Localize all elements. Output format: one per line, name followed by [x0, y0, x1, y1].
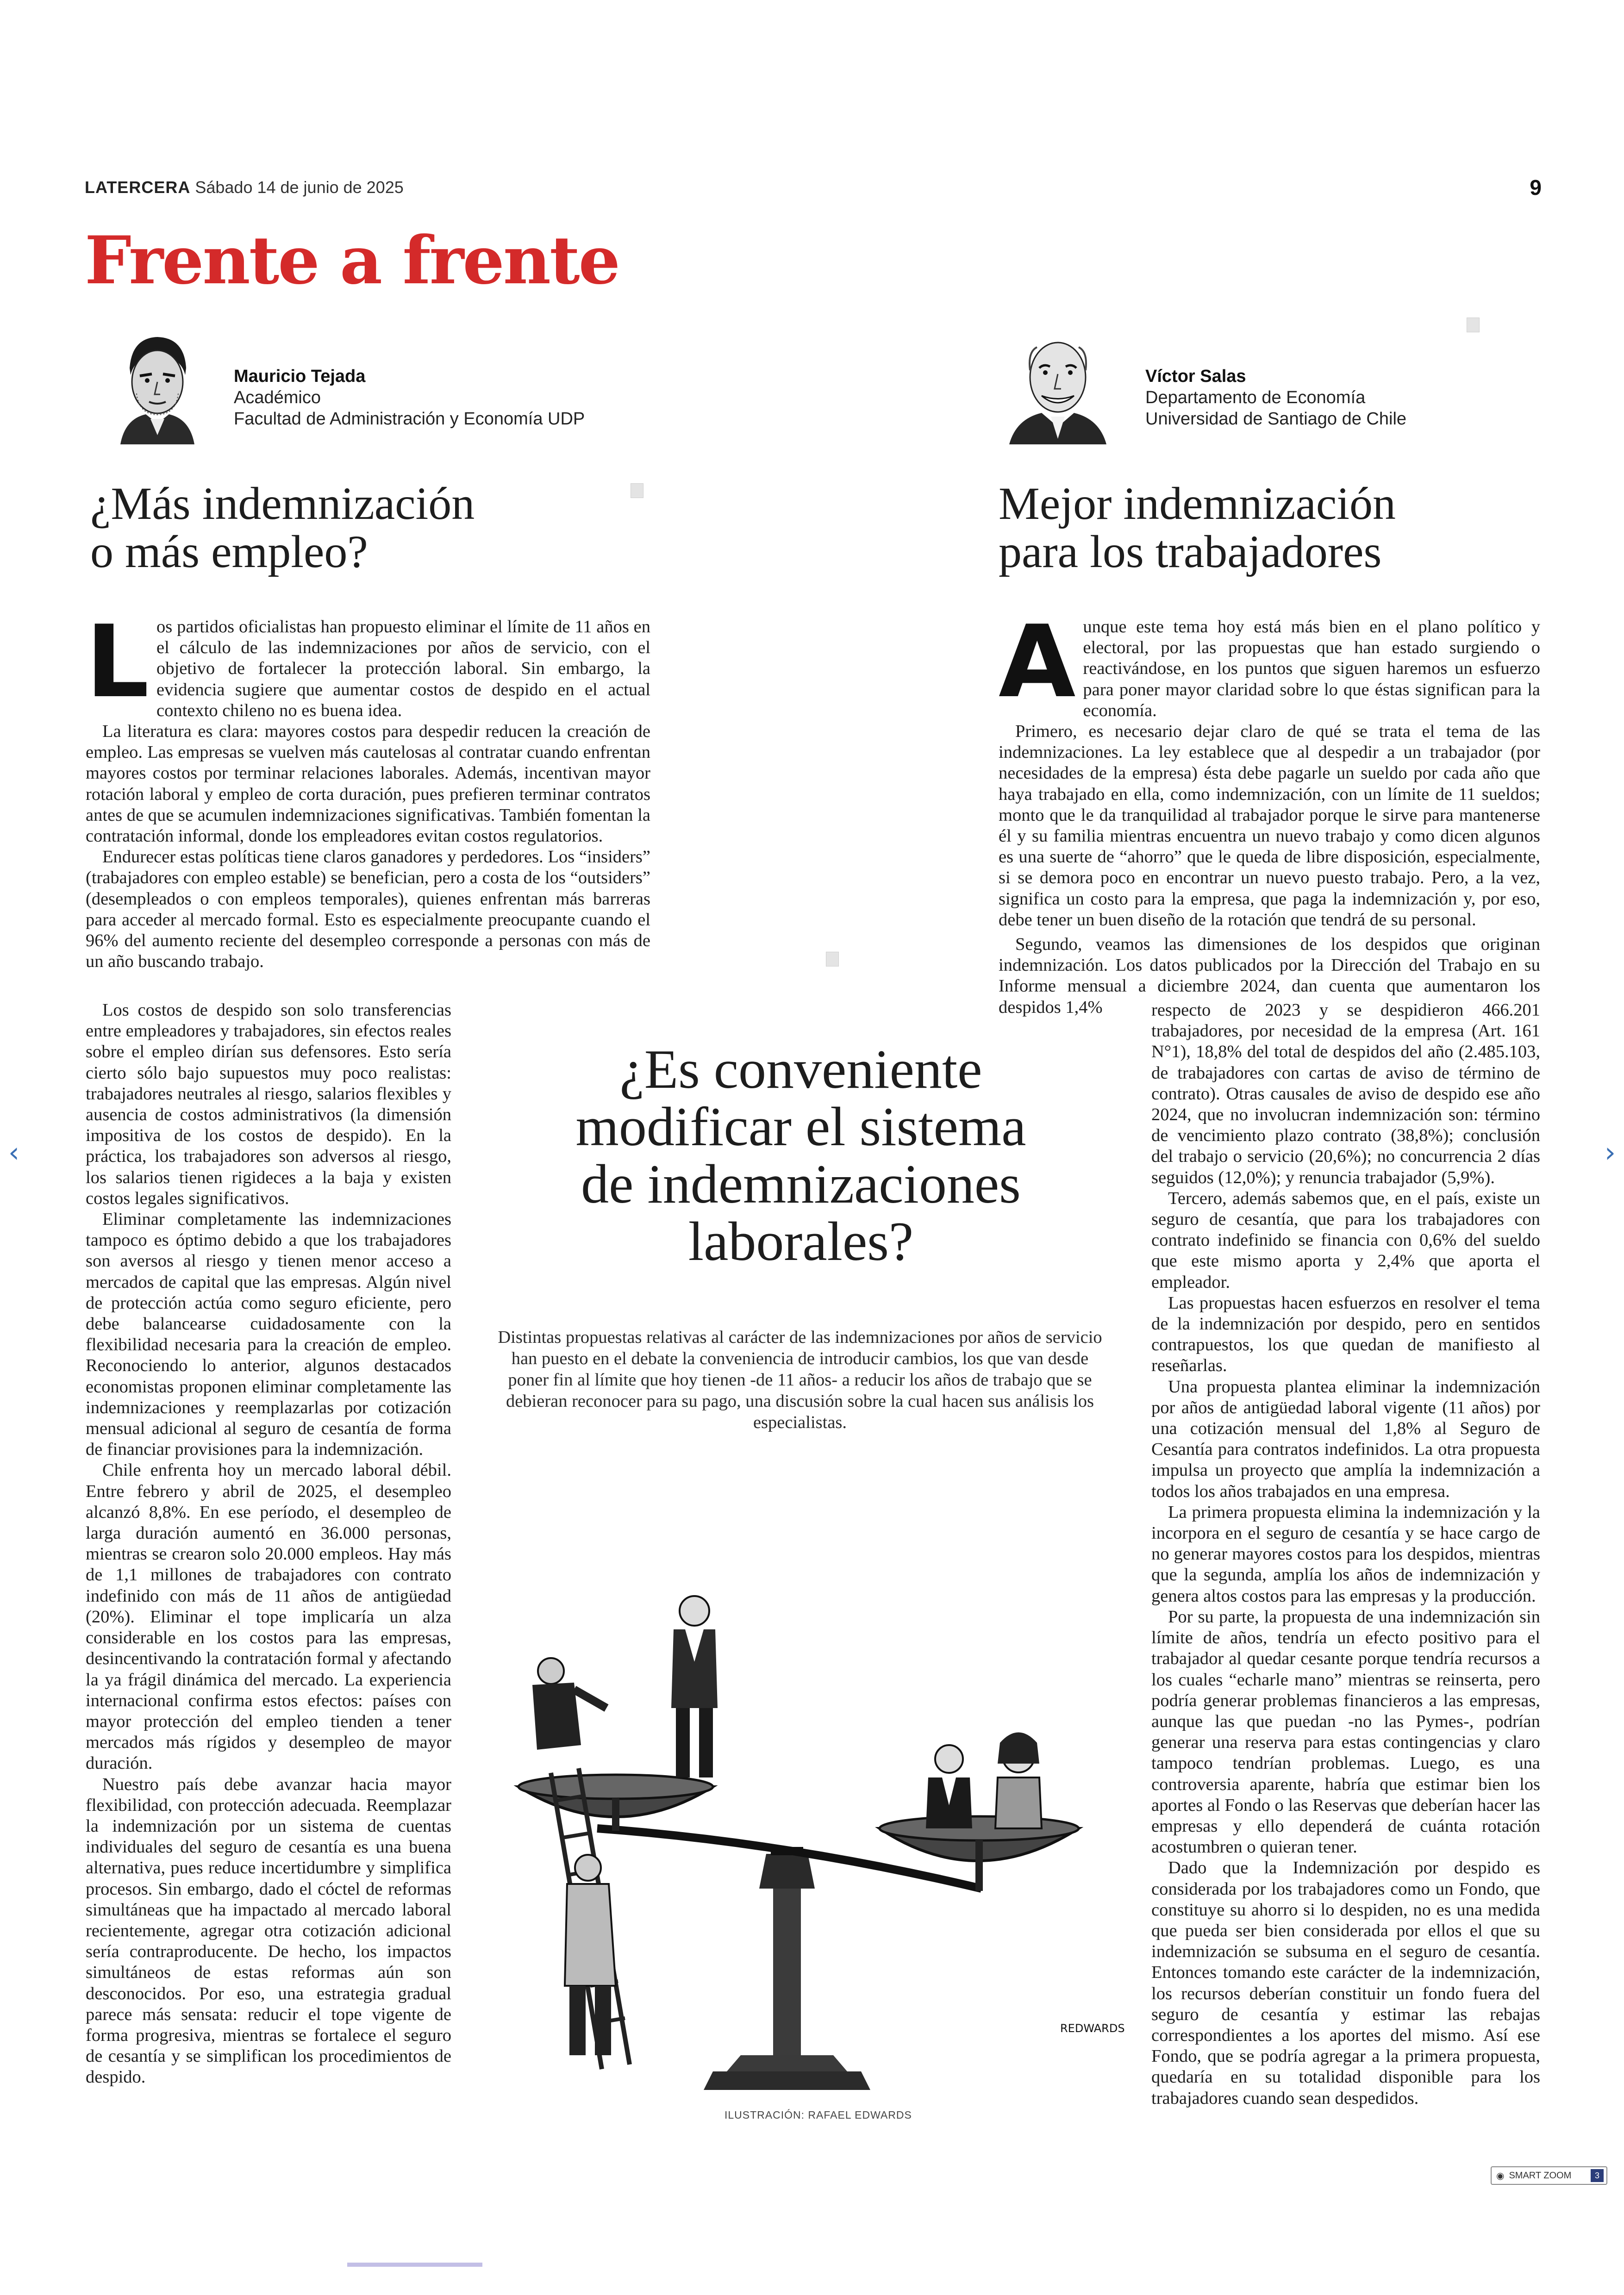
newspaper-brand: LATERCERA [85, 178, 191, 197]
right-article-lead-in [999, 934, 1540, 1017]
question-line: laborales? [688, 1210, 914, 1272]
right-article-column [1151, 1000, 1540, 2109]
right-paragraph: Dado que la Indemnización por despido es considerada por los trabajadores como un Fondo, que constituye su ahorro si lo despiden, no es una medida que pueda ser bien considerada por ellos el que su indemnización se subsuma en el seguro de cesantía. Entonces tomando este carácter de la indemnización, los recursos deberían constituir un fondo fuera del seguro de cesantía y estimar las rebajas correspondientes a los aportes del mismo. Así ese Fondo, que se podría agregar a la primera propuesta, quedaría en su totalidad disponible para los trabajadores cuando sean despedidos. [1151, 1858, 1540, 2108]
left-paragraph: Eliminar completamente las indemnizaciones tampoco es óptimo debido a que los trabajadores son aversos al riesgo y tienen menor acceso a mercados de capital que las empresas. Algún nivel de protección actúa como seguro eficiente, pero debe balancearse cuidadosamente con la flexibilidad necesaria para la creación de empleo. Reconociendo lo anterior, algunos destacados economistas proponen eliminar completamente las indemnizaciones y reemplazarlas por cotización mensual adicional al seguro de cesantía de forma de financiar provisiones para la indemnización. [86, 1210, 451, 1459]
author-name-right: Víctor Salas [1145, 367, 1246, 386]
chevron-left-icon: ‹ [8, 1136, 19, 1169]
next-page-button[interactable] [1605, 1136, 1616, 1169]
eye-icon: ◉ [1496, 2170, 1505, 2181]
page-progress-bar[interactable] [347, 2263, 482, 2267]
page-header [85, 178, 404, 197]
left-paragraph: La literatura es clara: mayores costos para despedir reducen la creación de empleo. Las empresas se vuelven más cautelosas al contratar cuando enfrentan mayores costos por terminar relaciones laborales. Además, incentivan mayor rotación laboral y empleo de corta duración, pues prefieren terminar contratos antes de que se acumulen indemnizaciones significativas. También fomentan la contratación informal, donde los empleadores evitan costos regulatorios. [86, 722, 650, 846]
right-paragraph: respecto de 2023 y se despidieron 466.201 trabajadores, por necesidad de la empresa (Art. 161 N°1), 18,8% del total de despidos del año (2.485.103, de trabajadores con cartas de aviso de término de contrato). Otras causales de aviso de despido ese año 2024, que no involucran indemnización son: término de vencimiento plazo contrato (38,8%); conclusión del trabajo o servicio (20,6%); no concurrencia 2 días seguidos (12,0%); y renuncia trabajador (5,9%). [1151, 1000, 1540, 1187]
right-paragraph: Una propuesta plantea eliminar la indemnización por años de antigüedad laboral vigente (11 años) por una cotización mensual del 1,8% al Seguro de Cesantía para contratos indefinidos. La otra propuesta impulsa un proyecto que amplía la indemnización a todos los años trabajados en una empresa. [1151, 1377, 1540, 1501]
center-question [537, 1038, 1065, 1272]
left-paragraph: os partidos oficialistas han propuesto eliminar el límite de 11 años en el cálculo de las indemnizaciones por años de servicio, con el objetivo de fortalecer la protección laboral. Sin embargo, la evidencia sugiere que aumentar costos de despido en el actual contexto chileno no es buena idea. [156, 617, 650, 720]
text-marker-icon[interactable] [1467, 318, 1480, 332]
question-line: modificar el sistema [575, 1096, 1026, 1157]
right-article-title [999, 480, 1396, 576]
center-lead: Distintas propuestas relativas al carácter de las indemnizaciones por años de servicio han puesto en el debate la conveniencia de introducir cambios, los que van desde poner fin al límite que hoy tienen -de 11 años- a reducir los años de trabajo que se debieran reconocer para su pago, una discusión sobre la cual hacen sus análisis los especialistas. [498, 1328, 1102, 1432]
right-paragraph: Por su parte, la propuesta de una indemnización sin límite de años, tendría un efecto positivo para el trabajador al quedar cesante porque tendría recursos a los cuales “echarle mano” mientras se reinserta, pero podría generar problemas financieros a las empresas, aunque las que puedan -no las Pymes-, podrían generar una reserva para estas contingencias y claro tampoco tendrían problemas. Luego, es una controversia aparente, habría que estimar bien los aportes al Fondo o las Reservas que deberían hacer las empresas y ello dependerá de cuánta rotación acostumbren o quieran tener. [1151, 1607, 1540, 1857]
right-paragraph: Tercero, además sabemos que, en el país, existe un seguro de cesantía, que para los trabajadores con contrato indefinido se financia con 0,6% del sueldo que este mismo aporta y 2,4% que aporta el empleador. [1151, 1188, 1540, 1292]
left-paragraph: Chile enfrenta hoy un mercado laboral débil. Entre febrero y abril de 2025, el desempleo alcanzó 8,8%. En ese período, el desempleo de larga duración aumentó en 36.000 personas, mientras se crearon solo 20.000 empleos. Hay más de 1,1 millones de trabajadores con contrato indefinido con más de 11 años de antigüedad (20%). Eliminar el tope implicaría un alza considerable en los costos para las empresas, desincentivando la contratación formal y afectando la ya frágil dinámica del mercado. La experiencia internacional confirma estos efectos: países con mayor protección del empleo tienden a tener mercados más rígidos y desempleo de mayor duración. [86, 1460, 451, 1773]
section-title: Frente a frente [85, 222, 619, 299]
left-paragraph: Los costos de despido son solo transferencias entre empleadores y trabajadores, sin efectos reales sobre el empleo dirían sus defensores. Esto sería cierto sólo bajo supuestos muy poco realistas: trabajadores neutrales al riesgo, salarios flexibles y ausencia de costos administrativos (la dimensión impositiva de los costos de despido). En la práctica, los trabajadores son adversos al riesgo, los salarios tienen rigideces a la baja y existen costos legales significativos. [86, 1000, 451, 1208]
left-title-line: ¿Más indemnización [90, 478, 475, 529]
left-dropcap: L [86, 604, 149, 720]
left-article-column [86, 1000, 451, 2088]
author-portrait-left [111, 324, 204, 444]
left-article-intro [86, 604, 650, 972]
right-article-intro [999, 604, 1540, 930]
page-number: 9 [1530, 175, 1542, 200]
prev-page-button[interactable] [8, 1136, 19, 1169]
illustration-balance-scale [481, 1569, 1125, 2097]
left-article-title [90, 480, 475, 576]
right-paragraph: unque este tema hoy está más bien en el plano político y electoral, por las propuestas que han estado surgiendo o reactivándose, en los puntos que siguen haremos un esfuerzo para poner mayor claridad sobre lo que éstas significan para la economía. [1083, 617, 1540, 720]
right-paragraph: Segundo, veamos las dimensiones de los despidos que originan indemnización. Los datos publicados por la Dirección del Trabajo en su Informe mensual a diciembre 2024, dan cuenta que aumentaron los despidos 1,4% [999, 935, 1540, 1017]
question-line: de indemnizaciones [581, 1153, 1021, 1215]
text-marker-icon[interactable] [826, 952, 839, 967]
author-role-right: Departamento de Economía [1145, 388, 1366, 407]
author-affiliation-left: Facultad de Administración y Economía UDP [234, 409, 585, 429]
smart-zoom-button[interactable] [1491, 2166, 1607, 2185]
smart-zoom-count: 3 [1591, 2169, 1604, 2182]
text-marker-icon[interactable] [631, 483, 643, 498]
right-dropcap: A [999, 604, 1076, 720]
right-title-line: Mejor indemnización [999, 478, 1396, 529]
illustration-credit: ILUSTRACIÓN: RAFAEL EDWARDS [725, 2109, 912, 2121]
left-title-line: o más empleo? [90, 526, 368, 577]
right-title-line: para los trabajadores [999, 526, 1382, 577]
author-role-left: Académico [234, 388, 321, 407]
smart-zoom-label: SMART ZOOM [1509, 2170, 1572, 2181]
chevron-right-icon: › [1605, 1136, 1616, 1169]
left-paragraph: Nuestro país debe avanzar hacia mayor flexibilidad, con protección adecuada. Reemplazar la indemnización por un sistema de cuentas individuales del seguro de cesantía es una buena alternativa, pues reduce incertidumbre y simplifica procesos. Sin embargo, dado el cóctel de reformas simultáneas que ha impactado al mercado laboral recientemente, agregar otra cotización adicional sería contraproducente. De hecho, los impactos simultáneos de estas reformas aún son desconocidos. Por eso, una estrategia gradual parece más sensata: reducir el tope vigente de forma progresiva, mientras se fortalece el seguro de cesantía y se simplifican los procedimientos de despido. [86, 1774, 451, 2087]
right-paragraph: Primero, es necesario dejar claro de qué se trata el tema de las indemnizaciones. La ley establece que al despedir a un trabajador (por necesidades de la empresa) ésta debe pagarle un sueldo por cada año que haya trabajado en ella, como indemnización, con un límite de 11 sueldos; monto que le da tranquilidad al trabajador porque le sirve para mantenerse él y su familia mientras encuentra un nuevo trabajo y como dicen algunos es una suerte de “ahorro” que le queda de libre disposición, especialmente, si se demora poco en encontrar un nuevo puesto trabajo. Pero, a la vez, significa un costo para la empresa, que paga la indemnización y, por eso, debe tener un buen diseño de la rotación que tendrá de su personal. [999, 722, 1540, 929]
author-affiliation-right: Universidad de Santiago de Chile [1145, 409, 1407, 429]
author-name-left: Mauricio Tejada [234, 367, 366, 386]
left-paragraph: Endurecer estas políticas tiene claros ganadores y perdedores. Los “insiders” (trabajadores con empleo estable) se benefician, pero a costa de los “outsiders” (desempleados o con empleos temporales), quienes enfrentan más barreras para acceder al mercado formal. Esto es especialmente preocupante cuando el 96% del aumento reciente del desempleo corresponde a personas con más de un año buscando trabajo. [86, 847, 650, 972]
author-portrait-right [1005, 324, 1111, 444]
question-line: ¿Es conveniente [619, 1038, 982, 1100]
author-info-left [234, 366, 585, 430]
right-paragraph: La primera propuesta elimina la indemnización y la incorpora en el seguro de cesantía y se hace cargo de no generar mayores costos para los despidos, mientras que la segunda, amplía los años de indemnización y genera altos costos para las empresas y la producción. [1151, 1502, 1540, 1606]
right-paragraph: Las propuestas hacen esfuerzos en resolver el tema de la indemnización por despido, pero en sentidos contrapuestos, los que quedan de manifiesto al reseñarlas. [1151, 1293, 1540, 1376]
author-info-right [1145, 366, 1406, 430]
illustration-signature: REDWARDS [1060, 2022, 1125, 2035]
issue-date: Sábado 14 de junio de 2025 [195, 178, 404, 197]
